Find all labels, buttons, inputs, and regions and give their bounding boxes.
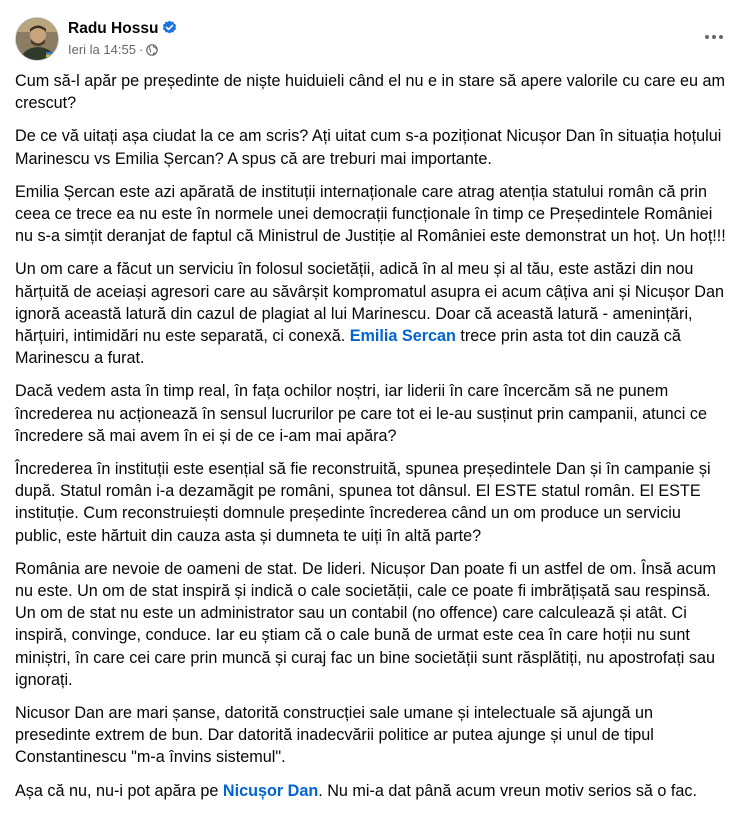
post-paragraph: Încrederea în instituții este esențial să fie reconstruită, spunea președintele Dan și în campanie și după. Statul român i-a dezamăgit pe români, spunea tot dânsul. El ESTE statul român. El ESTE instituție. Cum reconstruiești domnule președinte încrederea când un om produce un serviciu public, este hărtuit din cauza asta și dumneta te uiți în altă parte? [15,460,711,545]
post-header [15,17,730,63]
post-meta [68,42,158,57]
post-paragraph: Dacă vedem asta în timp real, în fața ochilor noștri, iar liderii în care încercăm să ne punem încrederea nu acționează în sensul lucrurilor pe care tot ei le-au susținut prin campanii, atunci ce încredere să mai avem în ei și de ce i-am mai apăra? [15,382,707,445]
meta-separator: · [138,42,144,57]
paragraph-text: . Nu mi-a dat până acum vreun motiv serios să o fac. [318,781,698,800]
paragraph-text: Un om care a făcut un serviciu în folosul societății, adică în al meu și al tău, este astăzi din nou hărțuită de aceiași agresori care au săvârșit kompromatul asupra ei acum câțiva ani și Nicușor Dan ignoră această latură din cazul de plagiat al lui Marinescu. Doar că această latură - amenințări, hărțuiri, intimidări nu este separată, ci conexă. [15,260,724,346]
author-name[interactable]: Radu Hossu [68,20,159,37]
mention-link-emilia-sercan[interactable]: Emilia Sercan [349,327,456,346]
paragraph-text: trece prin asta tot din cauză că Marinescu a furat. [15,327,681,368]
author-avatar[interactable] [15,17,59,61]
post-paragraph: Emilia Șercan este azi apărată de instituții internaționale care atrag atenția statului român că prin ceea ce trece ea nu este în normele unei democrații funcționale în timp ce Președintele României nu s-a simțit deranjat de faptul că Ministrul de Justiție al României este demonstrat un hoț. Un hoț!!! [15,182,726,246]
post-paragraph [15,780,727,802]
more-options-icon[interactable] [702,25,726,49]
post-paragraph: De ce vă uitați așa ciudat la ce am scris? Ați uitat cum s-a poziționat Nicușor Dan în situația hoțului Marinescu vs Emilia Șercan? A spus că are treburi mai importante. [15,127,722,168]
post-body [15,70,727,813]
post-timestamp[interactable]: Ieri la 14:55 [68,42,136,57]
mention-link-nicusor-dan[interactable]: Nicușor Dan [222,781,319,800]
paragraph-text: Așa că nu, nu-i pot apăra pe [15,781,223,800]
post-paragraph: Cum să-l apăr pe președinte de niște huiduieli când el nu e in stare să apere valorile cu care eu am crescut? [15,72,725,113]
post-paragraph: România are nevoie de oameni de stat. De lideri. Nicușor Dan poate fi un astfel de om. Însă acum nu este. Un om de stat inspiră și indică o cale societății, cale ce poate fi imbrățișată sau respinsă. Un om de stat nu este un administrator sau un contabil (no offence) care calculează și atât. Ci inspiră, convinge, conduce. Iar eu știam că o cale bună de urmat este cea în care hoții nu sunt miniștri, în care cei care prin muncă și curaj fac un bine societății sunt răsplătiți, nu apostrofați sau ignorați. [15,559,716,689]
avatar-image [16,18,59,61]
author-line [68,20,177,38]
post-paragraph: Nicusor Dan are mari șanse, datorită construcției sale umane și intelectuale să ajungă un presedinte extrem de bun. Dar datorită inadecvării politice ar putea ajunge și unul de tipul Constantinescu "m-a învins sistemul". [15,704,654,767]
post-paragraph [15,258,727,369]
verified-badge-icon [162,20,177,35]
globe-icon[interactable] [146,44,158,56]
